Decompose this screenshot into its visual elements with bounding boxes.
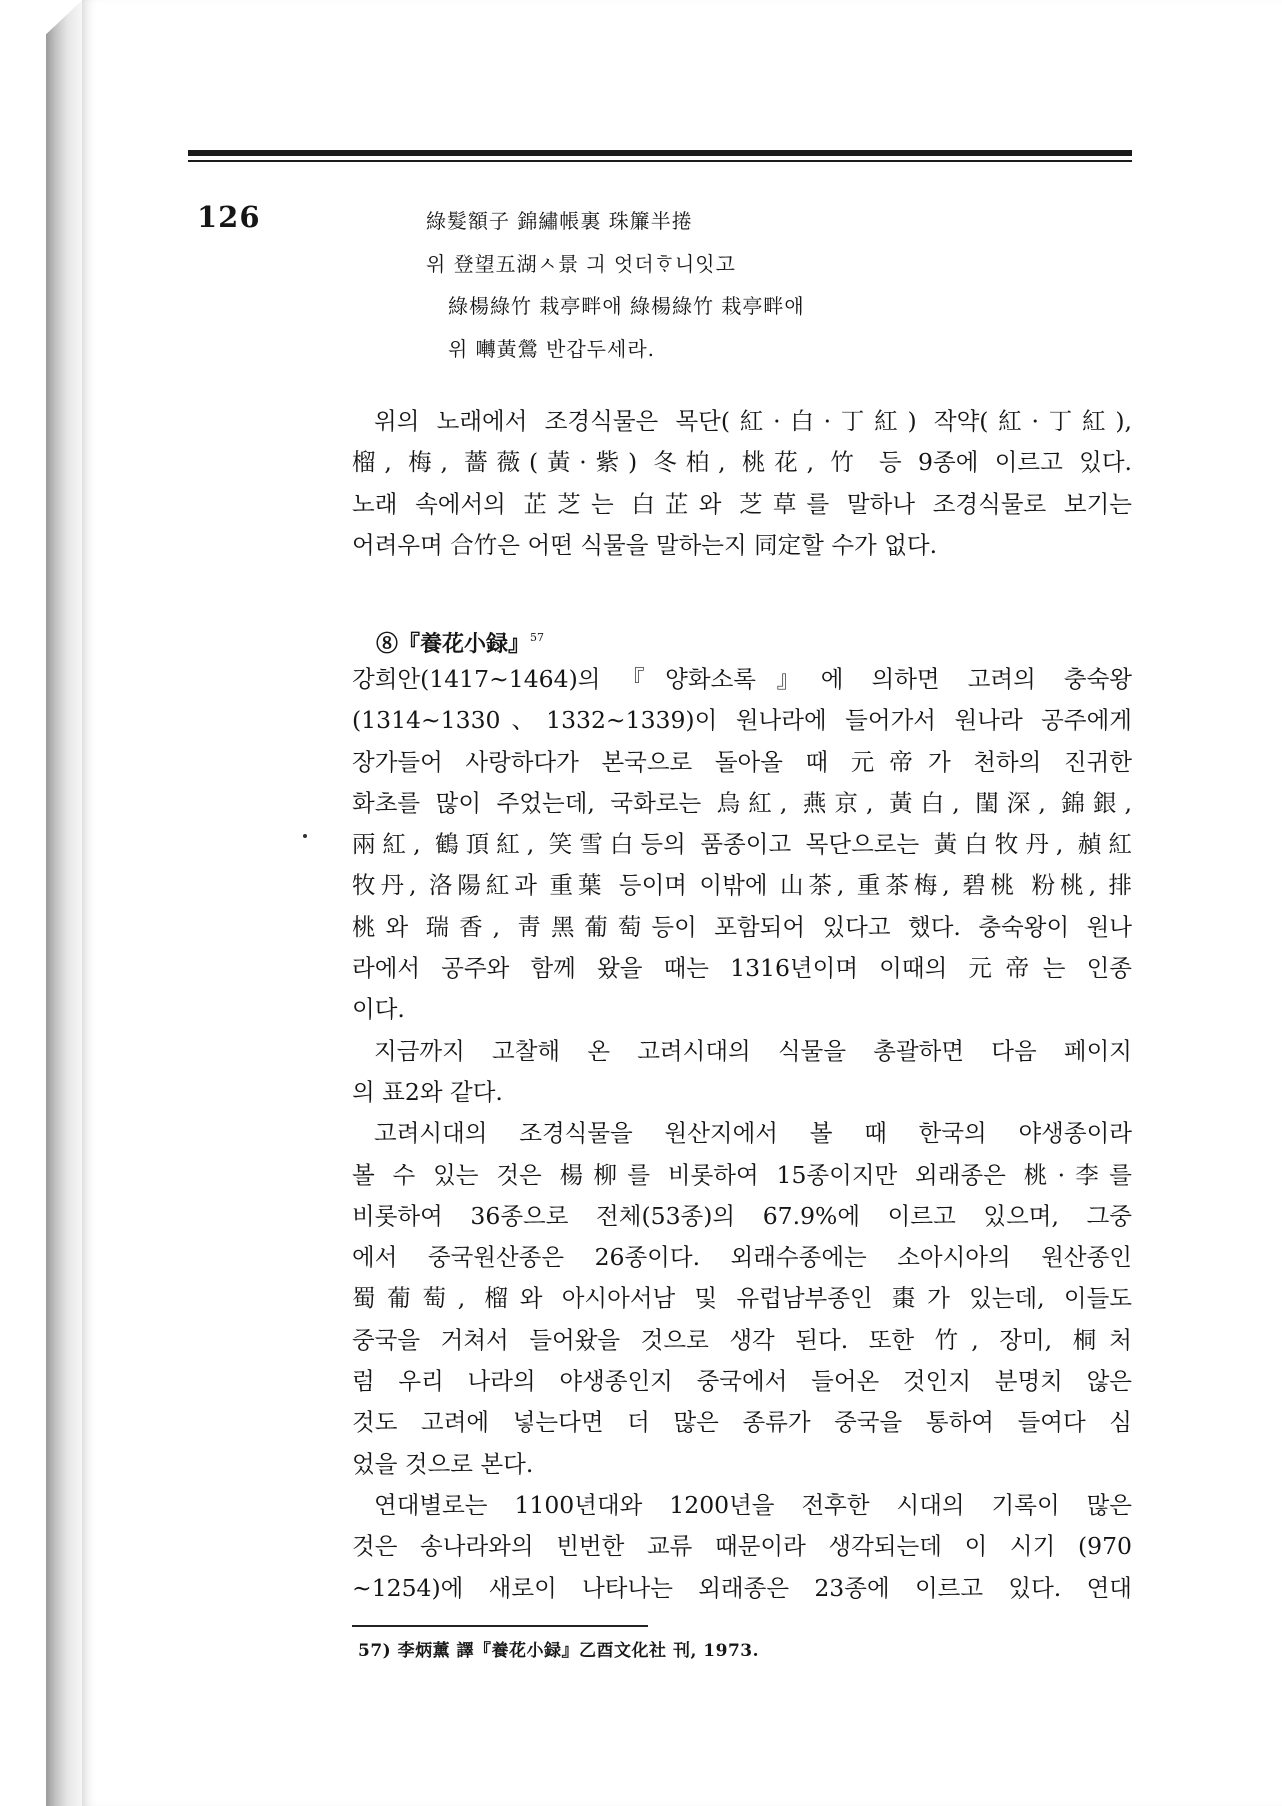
footnote-rule [352,1625,648,1627]
book-page-edge [46,0,82,1806]
text-line: 것은 송나라와의 빈번한 교류 때문이라 생각되는데 이 시기 (970 [352,1532,1132,1561]
page-number: 126 [197,200,261,234]
verse-line: 위 登望五湖ㅅ景 긔 엇더ᄒᆞ니잇고 [426,252,736,276]
text-line: 노래 속에서의 芷芝는 白芷와 芝草를 말하나 조경식물로 보기는 [352,489,1132,518]
text-line: 어려우며 合竹은 어떤 식물을 말하는지 同定할 수가 없다. [352,530,938,559]
text-line: 것도 고려에 넣는다면 더 많은 종류가 중국을 통하여 들여다 심 [352,1408,1132,1437]
header-rule-thin [188,160,1132,162]
text-line: 라에서 공주와 함께 왔을 때는 1316년이며 이때의 元帝는 인종 [352,954,1132,983]
text-line: 연대별로는 1100년대와 1200년을 전후한 시대의 기록이 많은 [374,1490,1132,1519]
text-line: 중국을 거쳐서 들어왔을 것으로 생각 된다. 또한 竹, 장미, 桐처 [352,1325,1132,1354]
text-line: 고려시대의 조경식물을 원산지에서 볼 때 한국의 야생종이라 [374,1119,1132,1148]
verse-line: 綠楊綠竹 栽亭畔애 綠楊綠竹 栽亭畔애 [448,294,805,318]
text-line: 桃와 瑞香, 靑黑葡萄등이 포함되어 있다고 했다. 충숙왕이 원나 [352,912,1132,941]
text-line: 장가들어 사랑하다가 본국으로 돌아올 때 元帝가 천하의 진귀한 [352,747,1132,776]
text-line: 위의 노래에서 조경식물은 목단(紅·白·丁紅) 작약(紅·丁紅), [374,407,1132,435]
text-line: 의 표2와 같다. [352,1077,503,1106]
footnote-reference: 57 [530,631,545,644]
verse-line: 綠髮額子 錦繡帳裏 珠簾半捲 [426,209,693,233]
text-line: 럼 우리 나라의 야생종인지 중국에서 들어온 것인지 분명치 않은 [352,1367,1132,1396]
text-line: 蜀葡萄, 榴와 아시아서남 및 유럽남부종인 棗가 있는데, 이들도 [352,1284,1132,1313]
text-line: 었을 것으로 본다. [352,1449,534,1478]
text-line: 강희안(1417∼1464)의『양화소록』에 의하면 고려의 충숙왕 [352,665,1132,693]
main-text [352,617,1132,1609]
header-rule-thick [188,150,1132,156]
paragraph-after-verse [352,401,1132,566]
text-line: 화초를 많이 주었는데, 국화로는 烏紅, 燕京, 黃白, 閨深, 錦銀, [352,788,1132,817]
text-line: 이다. [352,995,405,1024]
section-heading-title: ⑧『養花小録』 [376,631,531,657]
text-line: 에서 중국원산종은 26종이다. 외래수종에는 소아시아의 원산종인 [352,1243,1132,1272]
text-line: ∼1254)에 새로이 나타나는 외래종은 23종에 이르고 있다. 연대 [352,1573,1132,1602]
text-line: 兩紅, 鶴頂紅, 笑雪白등의 품종이고 목단으로는 黃白牧丹, 赬紅 [352,830,1132,859]
text-line: 지금까지 고찰해 온 고려시대의 식물을 총괄하면 다음 페이지 [374,1036,1132,1065]
text-line: 榴, 梅, 薔薇(黃·紫) 冬柏, 桃花, 竹 등 9종에 이르고 있다. [352,448,1132,477]
book-corner [46,0,82,34]
section-heading [352,617,1132,659]
verse-line: 위 囀黃鶯 반갑두세라. [448,337,655,361]
stray-mark [303,834,307,838]
text-line: 비롯하여 36종으로 전체(53종)의 67.9%에 이르고 있으며, 그중 [352,1201,1132,1230]
text-line: (1314∼1330、1332∼1339)이 원나라에 들어가서 원나라 공주에게 [352,706,1132,735]
footnote: 57) 李炳薰 譯『養花小録』乙酉文化社 刊, 1973. [358,1641,760,1661]
text-line: 볼 수 있는 것은 楊柳를 비롯하여 15종이지만 외래종은 桃·李를 [352,1160,1132,1189]
text-line: 牧丹, 洛陽紅과 重葉 등이며 이밖에 山茶, 重茶梅, 碧桃 粉桃, 排 [352,871,1132,900]
